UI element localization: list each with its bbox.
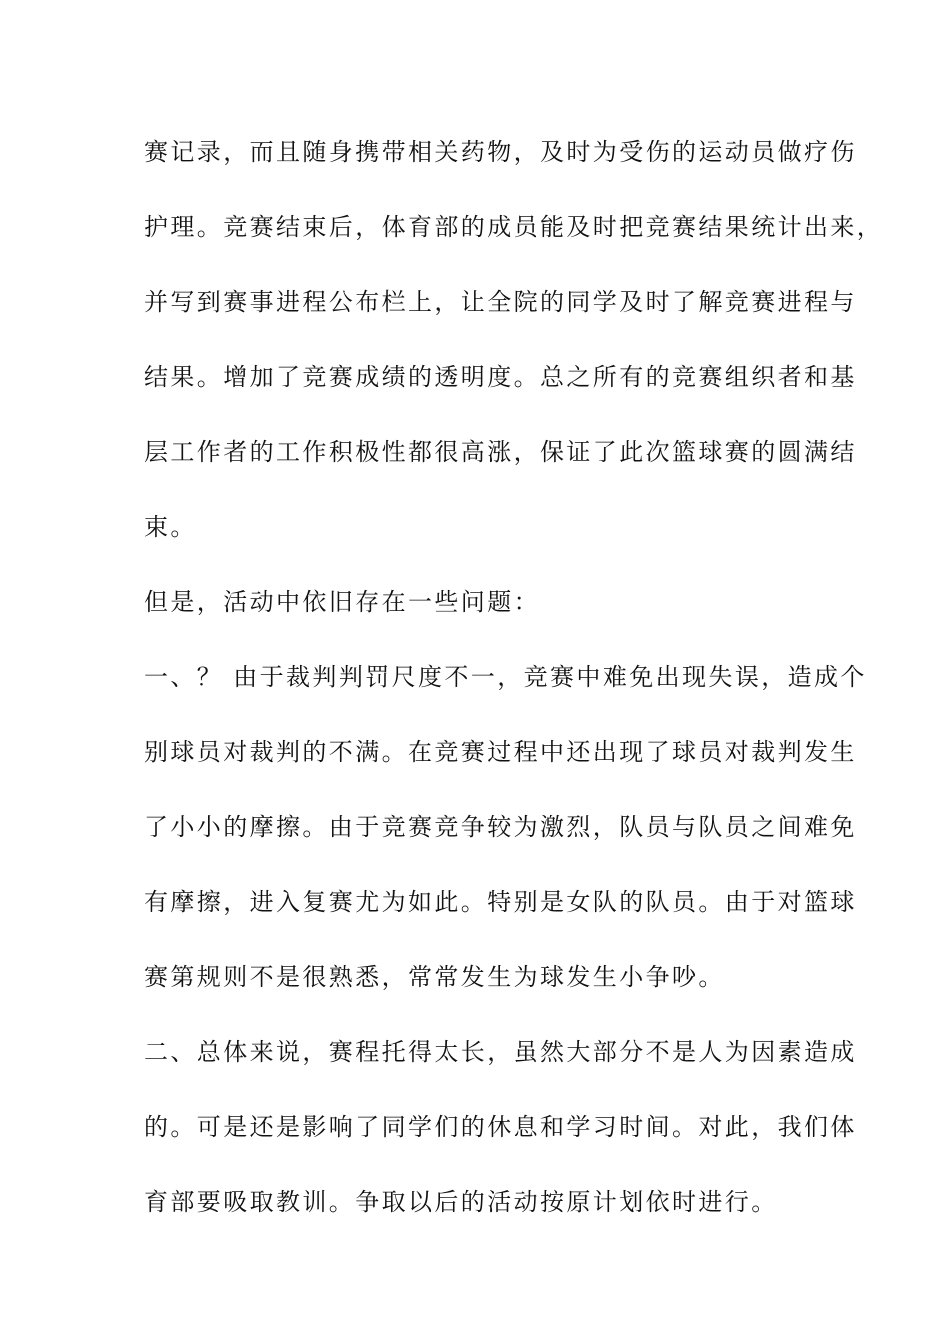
text-line: 的。可是还是影响了同学们的休息和学习时间。对此，我们体 [144, 1113, 857, 1141]
text-line: 但是，活动中依旧存在一些问题： [144, 588, 540, 616]
text-line: 束。 [144, 513, 197, 541]
text-line: 育部要吸取教训。争取以后的活动按原计划依时进行。 [144, 1188, 778, 1216]
text-line: 赛记录，而且随身携带相关药物，及时为受伤的运动员做疗伤 [144, 138, 857, 166]
text-line: 别球员对裁判的不满。在竞赛过程中还出现了球员对裁判发生 [144, 738, 857, 766]
text-line: 赛第规则不是很熟悉，常常发生为球发生小争吵。 [144, 963, 725, 991]
text-line: 层工作者的工作积极性都很高涨，保证了此次篮球赛的圆满结 [144, 438, 857, 466]
text-line: 护理。竞赛结束后，体育部的成员能及时把竞赛结果统计出来， [144, 213, 884, 241]
body-text [144, 128, 884, 1253]
text-line: 有摩擦，进入复赛尤为如此。特别是女队的队员。由于对篮球 [144, 888, 857, 916]
text-line: 并写到赛事进程公布栏上，让全院的同学及时了解竞赛进程与 [144, 288, 857, 316]
text-line: 一、？ 由于裁判判罚尺度不一，竞赛中难免出现失误，造成个 [144, 663, 867, 691]
text-line: 了小小的摩擦。由于竞赛竞争较为激烈，队员与队员之间难免 [144, 813, 857, 841]
text-line: 二、总体来说，赛程托得太长，虽然大部分不是人为因素造成 [144, 1038, 857, 1066]
text-line: 结果。增加了竞赛成绩的透明度。总之所有的竞赛组织者和基 [144, 363, 857, 391]
